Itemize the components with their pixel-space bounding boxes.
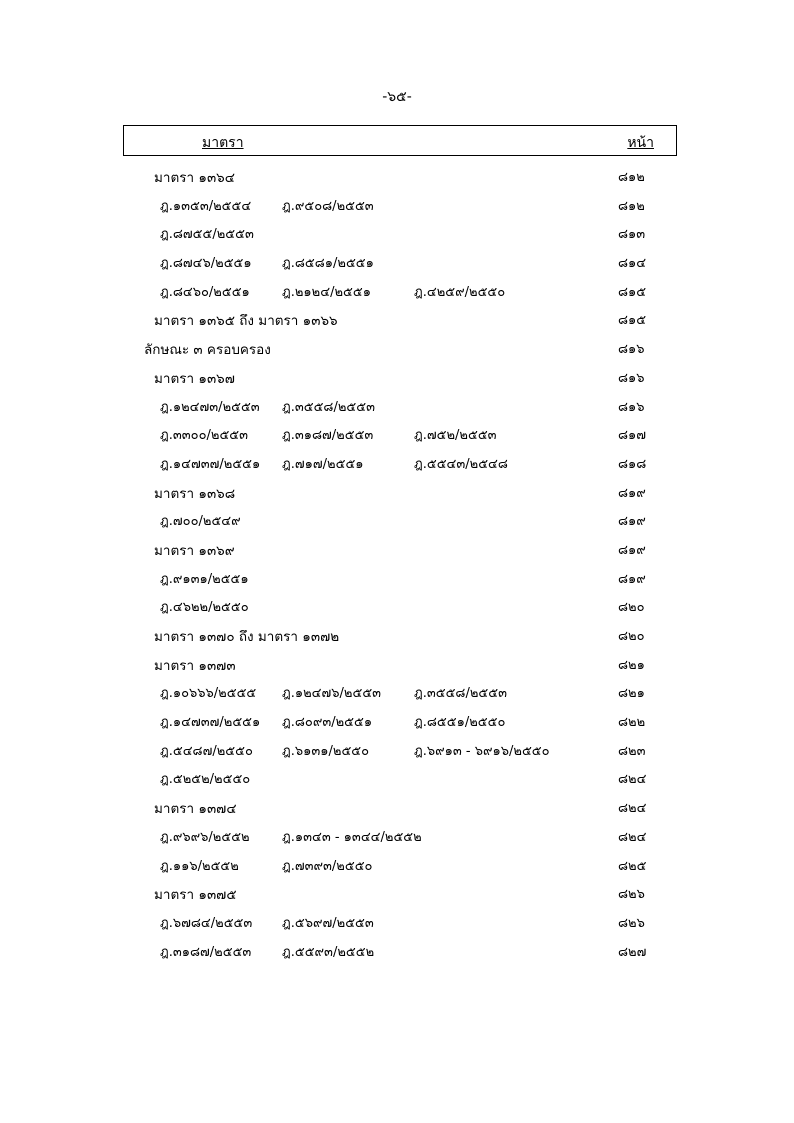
case-reference: ฎ.๗๑๗/๒๕๕๑	[282, 456, 364, 472]
case-reference: ฎ.๑๑๖/๒๕๕๒	[160, 858, 239, 874]
section-row	[0, 793, 794, 822]
row-entries	[154, 883, 237, 905]
page-reference: ๘๑๓	[618, 227, 646, 243]
page-reference: ๘๒๐	[618, 629, 645, 644]
section-title: มาตรา ๑๓๖๘	[154, 485, 236, 502]
row-entries	[160, 740, 550, 761]
index-list	[0, 162, 794, 965]
page-reference: ๘๑๙	[618, 542, 646, 558]
case-row	[0, 937, 794, 966]
case-row	[0, 248, 794, 277]
case-row	[0, 822, 794, 851]
section-title: มาตรา ๑๓๖๙	[154, 542, 235, 559]
row-entries	[154, 367, 235, 389]
section-row	[0, 535, 794, 564]
row-entries	[154, 797, 237, 819]
page-reference: ๘๒๑	[618, 686, 645, 702]
case-reference: ฎ.๓๕๕๘/๒๕๕๓	[282, 399, 375, 415]
section-row	[0, 621, 794, 650]
page-reference: ๘๒๖	[618, 915, 645, 931]
case-reference: ฎ.๓๑๘๗/๒๕๕๓	[160, 944, 252, 960]
row-entries	[154, 625, 339, 647]
case-reference: ฎ.๖๙๑๓ - ๖๙๑๖/๒๕๕๐	[414, 743, 550, 759]
page-reference: ๘๑๙	[618, 571, 646, 587]
column-header-page: หน้า	[627, 135, 654, 151]
page-reference: ๘๑๙	[618, 514, 646, 530]
page-reference: ๘๒๑	[618, 657, 645, 673]
page-reference: ๘๒๗	[618, 944, 647, 960]
page-reference: ๘๒๓	[618, 743, 646, 759]
page-reference: ๘๒๐	[618, 600, 645, 616]
page-reference: ๘๒๔	[618, 801, 647, 817]
case-reference: ฎ.๔๒๕๙/๒๕๕๐	[414, 284, 506, 300]
case-row	[0, 420, 794, 449]
page-reference: ๘๒๔	[618, 772, 647, 788]
row-entries	[144, 338, 271, 360]
case-reference: ฎ.๕๔๘๗/๒๕๕๐	[160, 743, 253, 759]
page-reference: ๘๑๙	[618, 485, 646, 501]
section-row	[0, 478, 794, 507]
page-reference: ๘๑๒	[618, 170, 645, 185]
case-reference: ฎ.๕๕๙๓/๒๕๕๒	[282, 944, 375, 960]
case-reference: ฎ.๑๔๗๓๗/๒๕๕๑	[160, 715, 261, 731]
row-entries	[160, 281, 536, 302]
section-title: มาตรา ๑๓๖๔	[154, 170, 235, 186]
row-entries	[160, 252, 414, 273]
row-entries	[160, 941, 414, 962]
row-entries	[160, 596, 282, 617]
row-entries	[160, 711, 536, 732]
case-row	[0, 592, 794, 621]
section-row	[0, 650, 794, 679]
case-reference: ฎ.๗๓๙๓/๒๕๕๐	[282, 858, 373, 874]
page-reference: ๘๑๗	[618, 428, 647, 444]
section-row	[0, 305, 794, 334]
section-row	[0, 879, 794, 908]
case-reference: ฎ.๕๒๕๒/๒๕๕๐	[160, 772, 251, 788]
case-row	[0, 707, 794, 736]
row-entries	[160, 396, 414, 417]
column-header-section: มาตรา	[202, 135, 244, 151]
section-row	[0, 363, 794, 392]
case-reference: ฎ.๑๔๗๓๗/๒๕๕๑	[160, 456, 261, 472]
case-reference: ฎ.๘๗๕๕/๒๕๕๓	[160, 227, 254, 243]
case-reference: ฎ.๕๕๔๓/๒๕๔๘	[414, 456, 508, 472]
page-reference: ๘๒๒	[618, 715, 646, 731]
case-row	[0, 506, 794, 535]
case-reference: ฎ.๔๖๒๒/๒๕๕๐	[160, 600, 249, 616]
case-reference: ฎ.๗๕๒/๒๕๕๓	[414, 428, 497, 444]
case-reference: ฎ.๑๒๔๗๓/๒๕๕๓	[160, 399, 260, 415]
row-entries	[154, 166, 235, 188]
page-reference: ๘๑๘	[618, 456, 647, 472]
case-reference: ฎ.๘๕๘๑/๒๕๕๑	[282, 256, 374, 272]
section-title: มาตรา ๑๓๗๔	[154, 801, 237, 818]
row-entries	[160, 682, 536, 703]
case-row	[0, 392, 794, 421]
row-entries	[154, 309, 338, 331]
page-reference: ๘๑๖	[618, 342, 645, 358]
case-row	[0, 736, 794, 765]
case-row	[0, 191, 794, 220]
case-reference: ฎ.๗๐๐/๒๕๔๙	[160, 514, 241, 530]
case-reference: ฎ.๘๗๔๖/๒๕๕๑	[160, 256, 252, 272]
case-reference: ฎ.๑๒๔๗๖/๒๕๕๓	[282, 686, 382, 702]
case-row	[0, 219, 794, 248]
row-entries	[154, 482, 235, 504]
section-title: มาตรา ๑๓๗๓	[154, 657, 236, 674]
row-entries	[154, 539, 235, 561]
case-reference: ฎ.๘๔๖๐/๒๕๕๑	[160, 284, 250, 300]
row-entries	[160, 912, 414, 933]
case-row	[0, 277, 794, 306]
section-title: มาตรา ๑๓๗๐ ถึง มาตรา ๑๓๗๒	[154, 629, 340, 645]
case-reference: ฎ.๓๓๐๐/๒๕๕๓	[160, 428, 249, 444]
section-title: มาตรา ๑๓๖๕ ถึง มาตรา ๑๓๖๖	[154, 313, 338, 330]
chapter-row	[0, 334, 794, 363]
case-row	[0, 678, 794, 707]
row-entries	[160, 568, 282, 589]
case-row	[0, 908, 794, 937]
case-reference: ฎ.๘๐๙๓/๒๕๕๑	[282, 715, 373, 731]
case-row	[0, 764, 794, 793]
case-row	[0, 449, 794, 478]
case-reference: ฎ.๒๑๒๔/๒๕๕๑	[282, 284, 371, 300]
page-reference: ๘๑๕	[618, 284, 647, 300]
index-header	[123, 125, 677, 156]
case-row	[0, 564, 794, 593]
row-entries	[160, 768, 282, 789]
case-reference: ฎ.๙๕๐๘/๒๕๕๓	[282, 198, 374, 214]
case-reference: ฎ.๑๓๕๓/๒๕๕๔	[160, 198, 252, 214]
case-reference: ฎ.๑๐๖๖๖/๒๕๕๕	[160, 686, 257, 702]
chapter-title: ลักษณะ ๓ ครอบครอง	[144, 342, 271, 359]
page-reference: ๘๑๒	[618, 198, 645, 214]
row-entries	[160, 424, 536, 445]
page-reference: ๘๒๔	[618, 829, 647, 845]
row-entries	[160, 855, 414, 876]
case-row	[0, 851, 794, 880]
row-entries	[160, 510, 282, 531]
row-entries	[160, 826, 422, 847]
page-reference: ๘๑๖	[618, 399, 645, 415]
case-reference: ฎ.๓๑๘๗/๒๕๕๓	[282, 428, 374, 444]
case-reference: ฎ.๙๖๙๖/๒๕๕๒	[160, 829, 250, 845]
row-entries	[154, 654, 236, 676]
case-reference: ฎ.๙๑๓๑/๒๕๕๑	[160, 571, 249, 587]
case-reference: ฎ.๕๖๙๗/๒๕๕๓	[282, 915, 374, 931]
row-entries	[160, 453, 536, 474]
page-reference: ๘๑๖	[618, 370, 645, 386]
page-reference: ๘๒๖	[618, 887, 645, 903]
row-entries	[160, 223, 282, 244]
page-reference: ๘๒๕	[618, 858, 647, 874]
case-reference: ฎ.๖๗๘๔/๒๕๕๓	[160, 915, 253, 931]
page-reference: ๘๑๔	[618, 256, 647, 272]
page-number: -๖๕-	[382, 89, 412, 105]
section-title: มาตรา ๑๓๗๕	[154, 887, 237, 904]
page-reference: ๘๑๕	[618, 313, 647, 329]
case-reference: ฎ.๑๓๔๓ - ๑๓๔๔/๒๕๕๒	[282, 829, 422, 845]
case-reference: ฎ.๓๕๕๘/๒๕๕๓	[414, 686, 507, 702]
case-reference: ฎ.๘๕๕๑/๒๕๕๐	[414, 715, 506, 731]
section-row	[0, 162, 794, 191]
row-entries	[160, 195, 414, 216]
case-reference: ฎ.๖๑๓๑/๒๕๕๐	[282, 743, 370, 759]
section-title: มาตรา ๑๓๖๗	[154, 370, 235, 387]
